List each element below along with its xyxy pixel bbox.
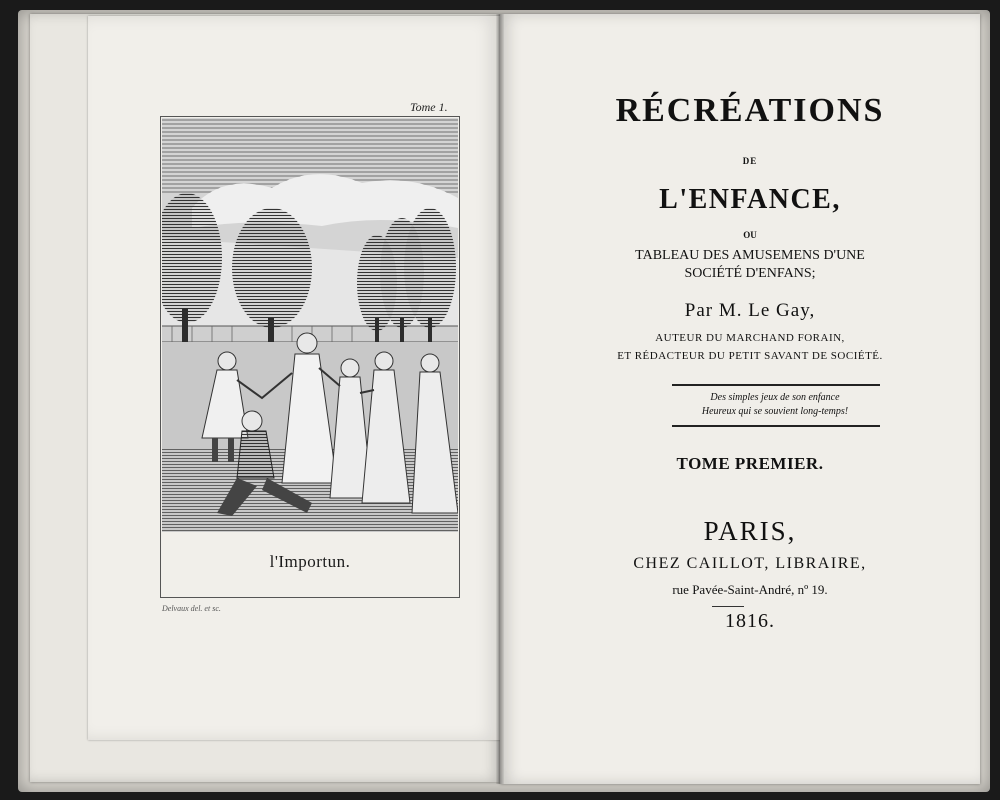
epigraph-line-1: Des simples jeux de son enfance [710, 392, 840, 403]
book-title: RÉCRÉATIONS [615, 92, 885, 129]
book-gutter [496, 14, 504, 784]
publisher-name: CHEZ CAILLOT, LIBRAIRE, [633, 555, 867, 572]
year-rule [712, 606, 744, 607]
author-works-line-2: ET RÉDACTEUR DU PETIT SAVANT DE SOCIÉTÉ. [617, 350, 883, 362]
author-name: Par M. Le Gay, [684, 300, 816, 321]
title-connector-de: DE [742, 156, 758, 166]
book-subtitle: L'ENFANCE, [659, 184, 841, 215]
author-works-line-1: AUTEUR DU MARCHAND FORAIN, [655, 332, 845, 344]
plate-tome-label: Tome 1. [410, 100, 448, 114]
volume-label: TOME PREMIER. [676, 454, 824, 473]
plate-caption: l'Importun. [269, 552, 351, 571]
alt-title-line-2: SOCIÉTÉ D'ENFANS; [684, 266, 816, 281]
engraving-illustration [162, 118, 458, 532]
epigraph-rule-bottom [672, 425, 880, 427]
epigraph-line-2: Heureux qui se souvient long-temps! [701, 406, 849, 417]
publisher-address: rue Pavée-Saint-André, nº 19. [672, 582, 828, 597]
publication-year: 1816. [725, 610, 775, 632]
epigraph-rule-top [672, 384, 880, 386]
title-connector-ou: OU [743, 230, 757, 240]
publication-city: PARIS, [703, 516, 797, 546]
alt-title-line-1: TABLEAU DES AMUSEMENS D'UNE [635, 248, 865, 263]
engraver-signature: Delvaux del. et sc. [162, 604, 221, 613]
